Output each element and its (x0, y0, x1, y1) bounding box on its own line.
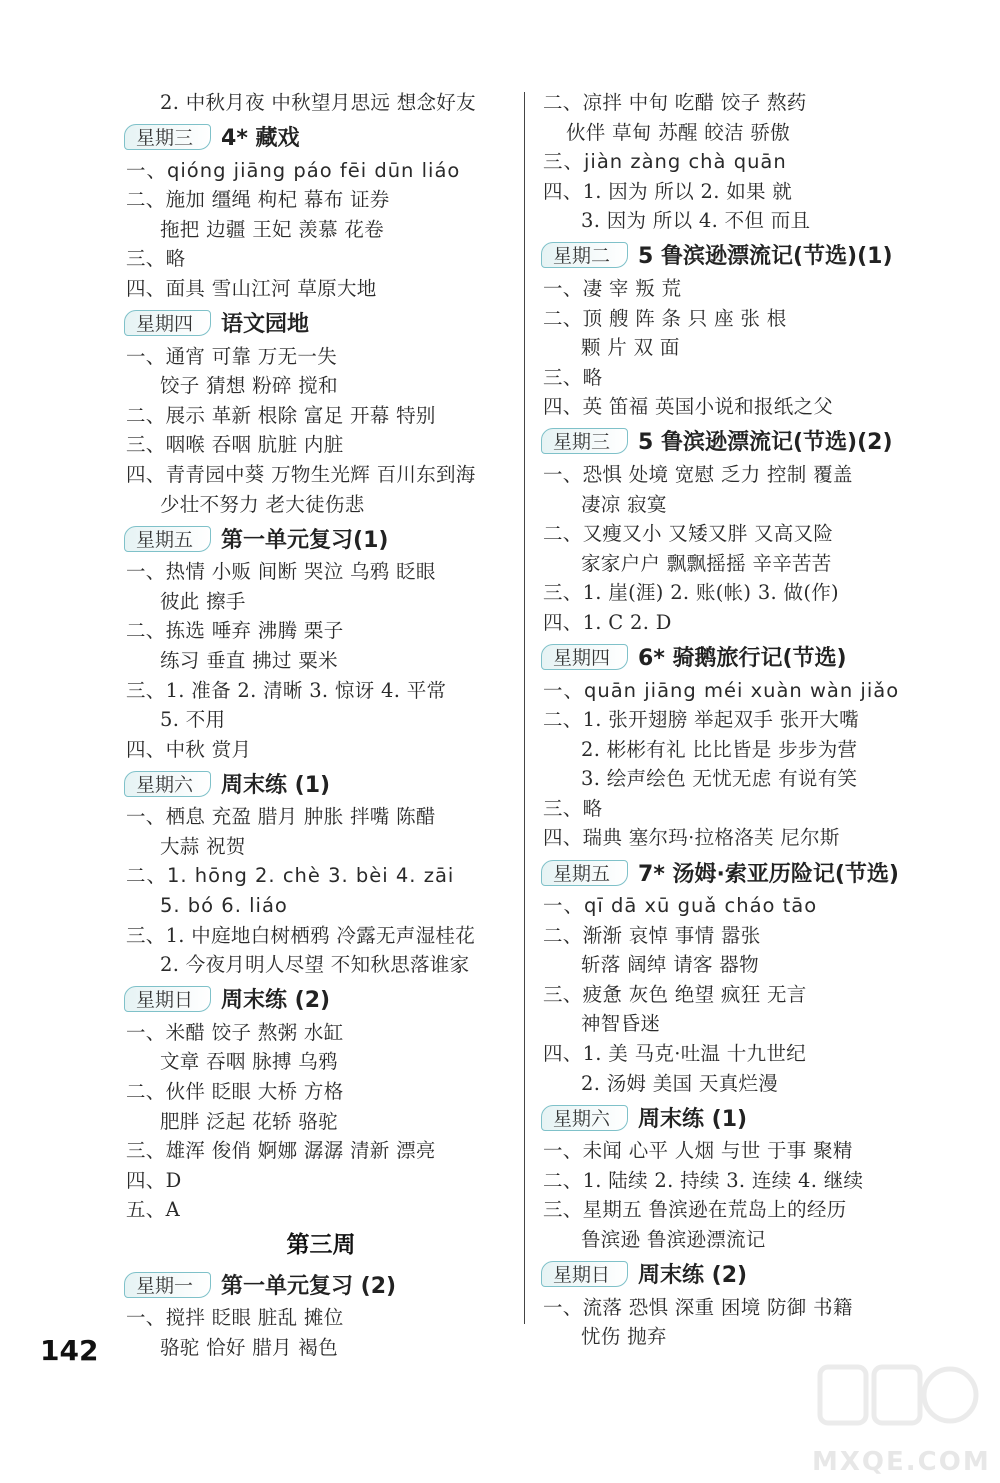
answer-line: 二、渐渐 哀悼 事情 嚣张 (543, 923, 761, 947)
answer-line: 二、又瘦又小 又矮又胖 又高又险 (543, 522, 834, 546)
section-header (126, 304, 516, 342)
section-header (126, 980, 516, 1018)
answer-line: 2. 彬彬有礼 比比皆是 步步为营 (581, 737, 858, 761)
answer-line: 一、通宵 可靠 万无一失 (126, 344, 337, 368)
section-header (543, 1098, 943, 1136)
answer-line: 四、英 笛福 英国小说和报纸之父 (543, 395, 834, 419)
section-header (126, 764, 516, 802)
answer-line: 一、qī dā xū guǎ cháo tāo (543, 894, 818, 918)
answer-line: 三、1. 中庭地白树栖鸦 冷露无声湿桂花 (126, 923, 476, 947)
answer-line: 四、1. C 2. D (543, 610, 672, 634)
column-divider (524, 92, 525, 1324)
answer-line: 一、凄 宰 叛 荒 (543, 276, 682, 300)
left-column (126, 88, 516, 1362)
answer-line: 二、施加 缰绳 枸杞 幕布 证券 (126, 188, 390, 212)
lesson-title: 周末练 (2) (638, 1263, 748, 1289)
section-header (126, 519, 516, 557)
lesson-title: 7* 汤姆·索亚历险记(节选) (638, 861, 899, 887)
answer-line: 一、qióng jiāng páo fēi dūn liáo (126, 158, 461, 182)
answer-line: 三、雄浑 俊俏 婀娜 潺潺 清新 漂亮 (126, 1139, 436, 1163)
section-header (543, 853, 943, 891)
day-badge: 星期日 (543, 1258, 624, 1289)
answer-line: 三、略 (126, 247, 186, 271)
section-header (543, 236, 943, 274)
answer-line: 一、恐惧 处境 宽慰 乏力 控制 覆盖 (543, 462, 853, 486)
answer-line: 二、顶 艘 阵 条 只 座 张 根 (543, 306, 787, 330)
lesson-title: 周末练 (2) (221, 988, 331, 1014)
answer-line: 2. 汤姆 美国 天真烂漫 (581, 1071, 779, 1095)
lesson-title: 周末练 (1) (221, 772, 331, 798)
answer-line: 骆驼 恰好 腊月 褐色 (160, 1335, 338, 1359)
answer-line: 二、1. hōng 2. chè 3. bèi 4. zāi (126, 864, 455, 888)
answer-line: 四、中秋 赏月 (126, 737, 252, 761)
answer-line: 三、咽喉 吞咽 肮脏 内脏 (126, 433, 344, 457)
answer-line: 四、面具 雪山江河 草原大地 (126, 276, 377, 300)
answer-line: 3. 绘声绘色 无忧无虑 有说有笑 (581, 767, 858, 791)
watermark (812, 1357, 991, 1477)
answer-line: 一、未闻 心平 人烟 与世 于事 聚精 (543, 1139, 853, 1163)
answer-line: 斩落 阔绰 请客 器物 (581, 953, 759, 977)
answer-line: 饺子 猜想 粉碎 搅和 (160, 374, 338, 398)
answer-line: 四、青青园中葵 万物生光辉 百川东到海 (126, 462, 476, 486)
answer-line: 颗 片 双 面 (581, 336, 680, 360)
section-header (126, 118, 516, 156)
answer-line: 二、展示 革新 根除 富足 开幕 特别 (126, 403, 436, 427)
answer-line: 三、星期五 鲁滨逊在荒岛上的经历 (543, 1198, 847, 1222)
answer-line: 四、1. 美 马克·吐温 十九世纪 (543, 1042, 806, 1066)
right-column (543, 88, 943, 1352)
answer-line: 三、略 (543, 796, 603, 820)
section-header (126, 1265, 516, 1303)
day-badge: 星期六 (126, 768, 207, 799)
day-badge: 星期三 (543, 425, 624, 456)
answer-line: 三、1. 崖(涯) 2. 账(帐) 3. 做(作) (543, 581, 839, 605)
answer-line: 一、流落 恐惧 深重 困境 防御 书籍 (543, 1295, 853, 1319)
lesson-title: 4* 藏戏 (221, 126, 300, 152)
day-badge: 星期三 (126, 121, 207, 152)
day-badge: 星期二 (543, 239, 624, 270)
lesson-title: 第一单元复习(1) (221, 527, 389, 553)
answer-line: 五、A (126, 1198, 180, 1222)
answer-line: 三、1. 准备 2. 清晰 3. 惊讶 4. 平常 (126, 678, 447, 702)
lesson-title: 第一单元复习 (2) (221, 1273, 397, 1299)
day-badge: 星期日 (126, 983, 207, 1014)
answer-line: 5. 不用 (160, 708, 226, 732)
answer-line: 彼此 擦手 (160, 589, 246, 613)
answer-line: 练习 垂直 拂过 粟米 (160, 648, 338, 672)
day-badge: 星期四 (543, 641, 624, 672)
answer-line: 家家户户 飘飘摇摇 辛辛苦苦 (581, 551, 832, 575)
answer-line: 二、凉拌 中旬 吃醋 饺子 熬药 (543, 91, 807, 114)
answer-watermark-icon (812, 1357, 982, 1447)
day-badge: 星期四 (126, 307, 207, 338)
section-header (543, 638, 943, 676)
answer-line: 5. bó 6. liáo (160, 894, 288, 918)
answer-line: 四、D (126, 1168, 182, 1192)
answer-line: 二、1. 张开翅膀 举起双手 张开大嘴 (543, 708, 859, 732)
answer-line: 二、拣选 唾弃 沸腾 栗子 (126, 619, 344, 643)
day-badge: 星期六 (543, 1102, 624, 1133)
answer-line: 忧伤 抛弃 (581, 1325, 667, 1349)
day-badge: 星期五 (126, 523, 207, 554)
answer-line: 一、quān jiāng méi xuàn wàn jiǎo (543, 678, 900, 702)
answer-line: 拖把 边疆 王妃 羡慕 花卷 (160, 217, 384, 241)
lesson-title: 5 鲁滨逊漂流记(节选)(2) (638, 430, 893, 456)
lesson-title: 语文园地 (221, 312, 310, 338)
answer-line: 一、米醋 饺子 熬粥 水缸 (126, 1020, 344, 1044)
answer-line: 二、1. 陆续 2. 持续 3. 连续 4. 继续 (543, 1168, 864, 1192)
watermark-text: MXQE.COM (812, 1447, 991, 1477)
lesson-title: 6* 骑鹅旅行记(节选) (638, 646, 847, 671)
answer-line: 一、搅拌 眨眼 脏乱 摊位 (126, 1306, 344, 1329)
answer-line: 文章 吞咽 脉搏 乌鸦 (160, 1050, 338, 1074)
answer-line: 2. 中秋月夜 中秋望月思远 想念好友 (160, 91, 476, 114)
section-header (543, 422, 943, 460)
day-badge: 星期五 (543, 857, 624, 888)
day-badge: 星期一 (126, 1269, 207, 1300)
lesson-title: 5 鲁滨逊漂流记(节选)(1) (638, 244, 893, 270)
answer-line: 鲁滨逊 鲁滨逊漂流记 (581, 1228, 766, 1251)
answer-line: 神智昏迷 (581, 1012, 661, 1036)
page-number: 142 (40, 1334, 99, 1367)
answer-line: 二、伙伴 眨眼 大桥 方格 (126, 1080, 344, 1104)
answer-line: 四、瑞典 塞尔玛·拉格洛芙 尼尔斯 (543, 826, 840, 850)
answer-line: 三、疲惫 灰色 绝望 疯狂 无言 (543, 982, 807, 1006)
answer-line: 2. 今夜月明人尽望 不知秋思落谁家 (160, 953, 470, 977)
week-heading: 第三周 (286, 1232, 356, 1258)
answer-line: 大蒜 祝贺 (160, 834, 246, 858)
answer-line: 四、1. 因为 所以 2. 如果 就 (543, 179, 793, 203)
answer-line: 一、栖息 充盈 腊月 肿胀 拌嘴 陈醋 (126, 805, 436, 829)
answer-line: 肥胖 泛起 花轿 骆驼 (160, 1109, 338, 1133)
answer-line: 少壮不努力 老大徒伤悲 (160, 492, 365, 516)
answer-line: 凄凉 寂寞 (581, 492, 667, 516)
answer-line: 伙伴 草甸 苏醒 皎洁 骄傲 (566, 120, 790, 144)
lesson-title: 周末练 (1) (638, 1106, 748, 1132)
answer-line: 3. 因为 所以 4. 不但 而且 (581, 209, 811, 233)
answer-line: 三、略 (543, 365, 603, 389)
answer-line: 三、jiàn zàng chà quān (543, 150, 787, 174)
answer-line: 一、热情 小贩 间断 哭泣 乌鸦 眨眼 (126, 560, 436, 584)
section-header (543, 1255, 943, 1293)
